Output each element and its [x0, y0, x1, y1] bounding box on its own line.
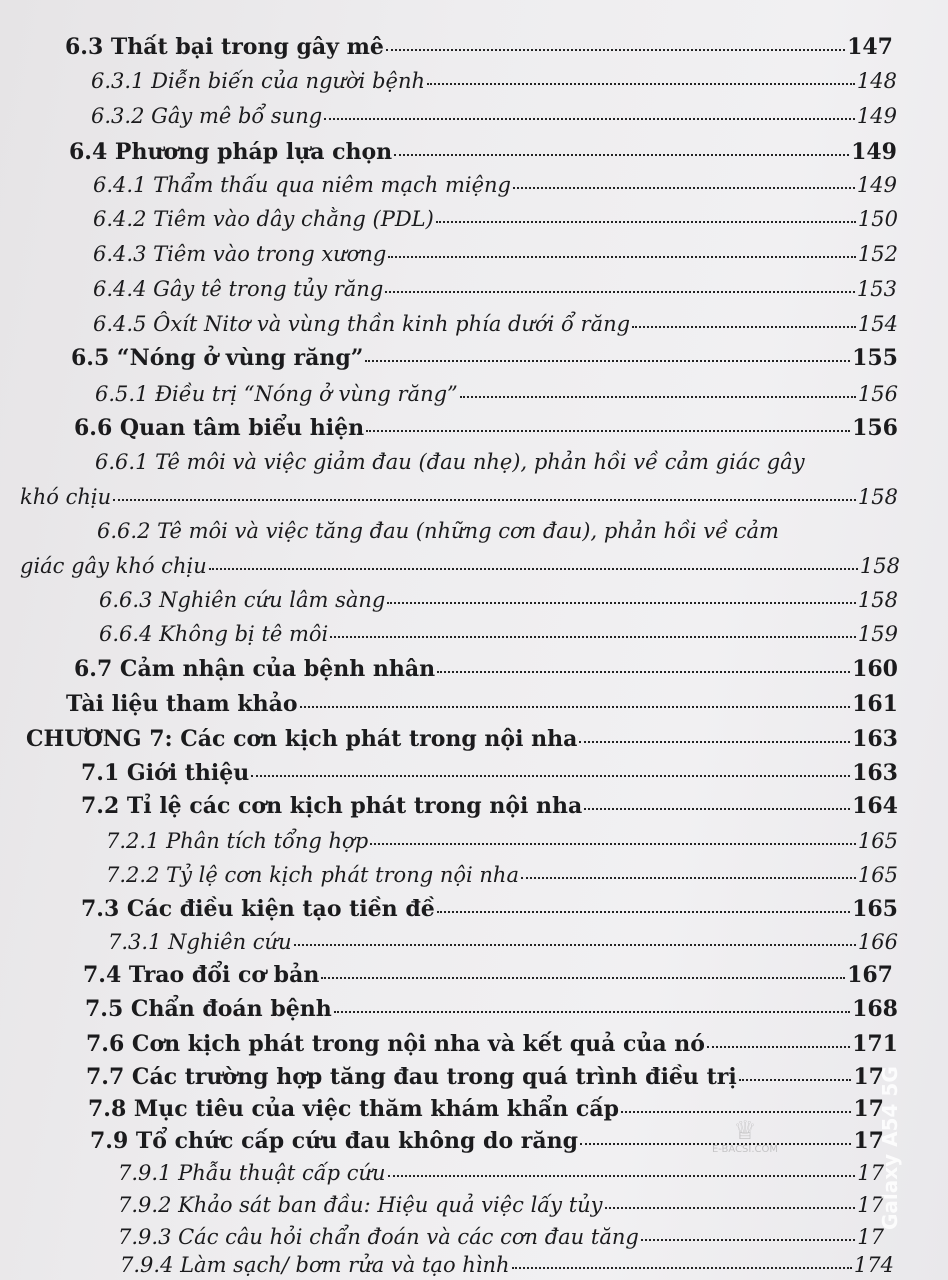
dot-leader — [251, 775, 850, 777]
toc-entry — [93, 277, 897, 301]
dot-leader — [739, 1079, 852, 1081]
dot-leader — [621, 1111, 851, 1113]
toc-entry-title: 7.2 Tỉ lệ các cơn kịch phát trong nội nha — [81, 793, 583, 819]
toc-entry-page: 165 — [857, 863, 898, 887]
dot-leader — [460, 396, 856, 398]
toc-entry — [74, 415, 898, 441]
toc-entry-title: 6.6 Quan tâm biểu hiện — [74, 415, 365, 441]
toc-entry-title: 6.4.1 Thẩm thấu qua niêm mạch miệng — [93, 173, 511, 197]
dot-leader — [437, 671, 850, 673]
toc-entry-title: khó chịu — [20, 485, 112, 509]
toc-entry — [108, 930, 898, 954]
toc-entry-title: CHƯƠNG 7: Các cơn kịch phát trong nội nha — [26, 726, 578, 752]
toc-entry-page: 155 — [852, 345, 898, 371]
toc-entry-page: 171 — [852, 1031, 898, 1057]
dot-leader — [387, 602, 856, 604]
toc-entry — [106, 863, 898, 887]
toc-entry-page: 158 — [857, 588, 898, 612]
dot-leader — [584, 808, 850, 810]
toc-entry-page: 164 — [852, 793, 898, 819]
dot-leader — [388, 1175, 856, 1177]
toc-entry-title: 7.4 Trao đổi cơ bản — [83, 962, 320, 988]
toc-entry-title: 7.3.1 Nghiên cứu — [108, 930, 292, 954]
toc-entry-page: 153 — [856, 277, 897, 301]
toc-entry — [118, 1225, 884, 1249]
toc-entry-page: 148 — [856, 69, 897, 93]
toc-entry-title: 6.6.3 Nghiên cứu lâm sàng — [99, 588, 386, 612]
toc-entry-title: 6.4.5 Ôxít Nitơ và vùng thần kinh phía dưới ổ răng — [93, 312, 631, 336]
toc-entry — [81, 760, 898, 786]
dot-leader — [330, 636, 856, 638]
toc-entry-page: 158 — [857, 485, 898, 509]
dot-leader — [512, 1267, 852, 1269]
toc-entry-title: 7.2.2 Tỷ lệ cơn kịch phát trong nội nha — [106, 863, 519, 887]
toc-entry — [26, 726, 898, 752]
toc-entry-title: giác gây khó chịu — [20, 554, 207, 578]
toc-entry-page: 174 — [853, 1253, 894, 1277]
camera-watermark: Galaxy A54 5G — [878, 1066, 902, 1230]
toc-entry-title: 6.4.2 Tiêm vào dây chằng (PDL) — [93, 207, 434, 231]
toc-entry-title: 7.1 Giới thiệu — [81, 760, 250, 786]
toc-entry — [91, 104, 897, 128]
toc-entry — [118, 1161, 884, 1185]
dot-leader — [365, 360, 850, 362]
toc-entry-title-first-line: 6.6.2 Tê môi và việc tăng đau (những cơn đau), phản hồi về cảm — [97, 519, 779, 543]
toc-entry-page: 159 — [857, 622, 898, 646]
toc-entry-page: 17 — [853, 1128, 884, 1154]
toc-entry — [71, 345, 898, 371]
toc-entry-title: 7.6 Cơn kịch phát trong nội nha và kết quả của nó — [86, 1031, 705, 1057]
dot-leader — [427, 83, 855, 85]
dot-leader — [385, 291, 855, 293]
crown-icon: ♕ — [733, 1116, 757, 1146]
toc-entry-title: 7.5 Chẩn đoán bệnh — [85, 996, 332, 1022]
toc-entry-page: 165 — [857, 829, 898, 853]
toc-entry — [95, 382, 898, 406]
watermark-logo — [695, 1118, 795, 1155]
toc-entry-page: 149 — [856, 104, 897, 128]
toc-entry-title: 6.3.1 Diễn biến của người bệnh — [91, 69, 425, 93]
dot-leader — [707, 1046, 850, 1048]
toc-entry-page: 156 — [857, 382, 898, 406]
toc-entry-page: 166 — [857, 930, 898, 954]
toc-entry-page: 163 — [852, 760, 898, 786]
toc-entry-title: 6.6.4 Không bị tê môi — [99, 622, 329, 646]
toc-entry-title: 6.3 Thất bại trong gây mê — [65, 34, 384, 60]
toc-entry-title: 6.3.2 Gây mê bổ sung — [91, 104, 323, 128]
toc-entry — [99, 622, 898, 646]
watermark-text: E-BACSI.COM — [711, 1144, 779, 1155]
toc-entry — [65, 34, 893, 60]
toc-entry-title: 7.9 Tổ chức cấp cứu đau không do răng — [90, 1128, 578, 1154]
toc-entry-title: 7.8 Mục tiêu của việc thăm khám khẩn cấp — [88, 1096, 619, 1122]
dot-leader — [386, 49, 845, 51]
toc-entry-page: 161 — [852, 691, 898, 717]
toc-entry — [93, 312, 898, 336]
dot-leader — [366, 430, 850, 432]
toc-entry-page: 152 — [857, 242, 898, 266]
toc-entry — [20, 554, 900, 578]
dot-leader — [437, 911, 850, 913]
toc-entry — [81, 896, 898, 922]
toc-entry-page: 147 — [847, 34, 893, 60]
toc-entry-title: 7.7 Các trường hợp tăng đau trong quá trình điều trị — [86, 1064, 737, 1090]
toc-entry-page: 17 — [853, 1096, 884, 1122]
toc-entry-page: 167 — [847, 962, 893, 988]
toc-entry-title: 6.4.4 Gây tê trong tủy răng — [93, 277, 384, 301]
dot-leader — [294, 944, 856, 946]
toc-entry-title: 7.9.3 Các câu hỏi chẩn đoán và các cơn đau tăng — [118, 1225, 639, 1249]
dot-leader — [300, 706, 851, 708]
toc-entry — [74, 656, 898, 682]
dot-leader — [370, 843, 856, 845]
dot-leader — [324, 118, 855, 120]
toc-entry — [99, 588, 898, 612]
toc-entry-title: 7.2.1 Phân tích tổng hợp — [106, 829, 369, 853]
dot-leader — [321, 977, 845, 979]
dot-leader — [521, 877, 856, 879]
dot-leader — [579, 741, 850, 743]
dot-leader — [605, 1207, 856, 1209]
dot-leader — [632, 326, 856, 328]
toc-entry-page: 158 — [859, 554, 900, 578]
toc-entry — [86, 1031, 898, 1057]
toc-entry-page: 163 — [852, 726, 898, 752]
toc-entry-title: 6.7 Cảm nhận của bệnh nhân — [74, 656, 436, 682]
toc-entry — [85, 996, 898, 1022]
toc-entry-page: 165 — [852, 896, 898, 922]
toc-entry — [83, 962, 893, 988]
toc-entry-page: 150 — [857, 207, 898, 231]
toc-entry — [118, 1193, 884, 1217]
toc-entry-page: 17 — [853, 1064, 884, 1090]
toc-entry-title: 7.3 Các điều kiện tạo tiền đề — [81, 896, 435, 922]
dot-leader — [209, 568, 858, 570]
toc-entry-title: 6.4 Phương pháp lựa chọn — [69, 139, 393, 165]
dot-leader — [394, 154, 849, 156]
dot-leader — [513, 187, 855, 189]
dot-leader — [436, 221, 856, 223]
toc-entry-page: 17 — [857, 1193, 884, 1217]
toc-entry-page: 168 — [852, 996, 898, 1022]
toc-entry — [69, 139, 897, 165]
toc-entry — [120, 1253, 894, 1277]
toc-entry — [86, 1064, 884, 1090]
toc-entry — [20, 485, 898, 509]
toc-entry-title: 7.9.4 Làm sạch/ bơm rửa và tạo hình — [120, 1253, 510, 1277]
toc-entry — [93, 207, 898, 231]
toc-entry — [81, 793, 898, 819]
toc-entry — [91, 69, 897, 93]
toc-entry-title: Tài liệu tham khảo — [66, 691, 298, 717]
toc-entry — [66, 691, 898, 717]
dot-leader — [388, 256, 856, 258]
toc-entry-page: 149 — [851, 139, 897, 165]
toc-entry-title: 6.4.3 Tiêm vào trong xương — [93, 242, 387, 266]
dot-leader — [334, 1011, 850, 1013]
toc-entry-page: 160 — [852, 656, 898, 682]
toc-entry — [93, 242, 898, 266]
toc-entry-page: 17 — [857, 1161, 884, 1185]
toc-entry — [93, 173, 897, 197]
toc-entry-title: 6.5 “Nóng ở vùng răng” — [71, 345, 364, 371]
toc-entry-title-first-line: 6.6.1 Tê môi và việc giảm đau (đau nhẹ), phản hồi về cảm giác gây — [95, 450, 805, 474]
toc-entry-title: 6.5.1 Điều trị “Nóng ở vùng răng” — [95, 382, 458, 406]
dot-leader — [113, 499, 856, 501]
toc-entry — [106, 829, 898, 853]
toc-entry-page: 149 — [856, 173, 897, 197]
dot-leader — [641, 1239, 855, 1241]
toc-entry-title: 7.9.2 Khảo sát ban đầu: Hiệu quả việc lấy tủy — [118, 1193, 603, 1217]
toc-entry-title: 7.9.1 Phẫu thuật cấp cứu — [118, 1161, 386, 1185]
toc-entry-page: 156 — [852, 415, 898, 441]
toc-entry-page: 154 — [857, 312, 898, 336]
toc-entry-page: 17 — [857, 1225, 884, 1249]
